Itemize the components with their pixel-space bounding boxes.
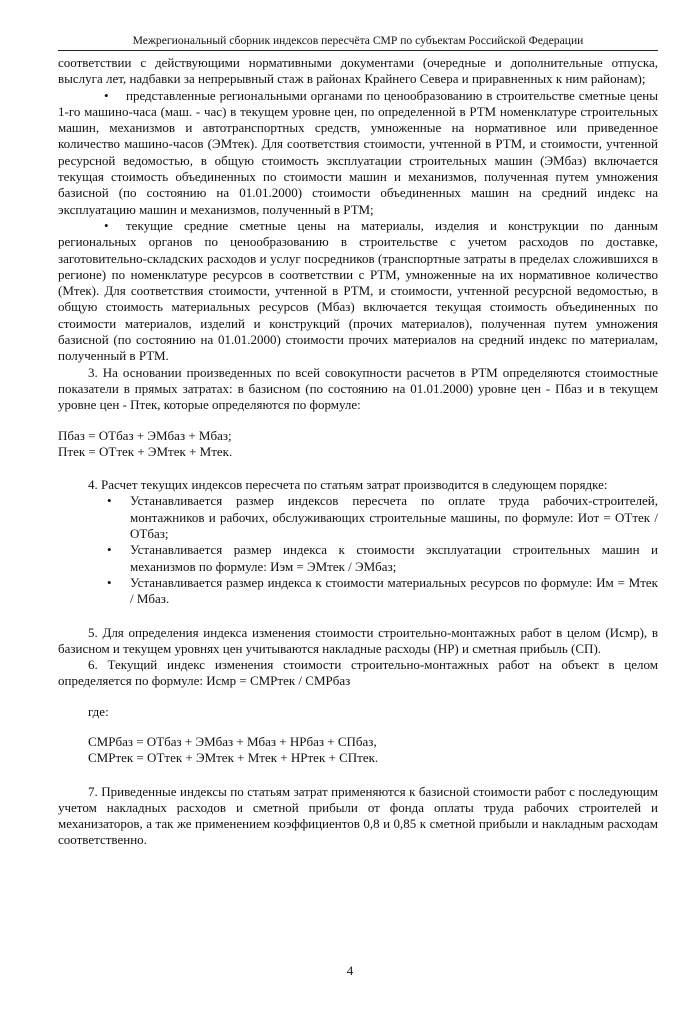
formula-p-current: Птек = ОТтек + ЭМтек + Мтек.: [58, 443, 233, 459]
where-label: где:: [88, 703, 109, 719]
bullet-icon: •: [107, 493, 112, 509]
running-header: Межрегиональный сборник индексов пересчёта СМР по субъектам Российской Федерации: [132, 34, 584, 47]
paragraph-continuation: соответствии с действующими нормативными документами (очередные и дополнительные отпуска, выслуга лет, надбавки за непрерывный стаж в районах Крайнего Севера и приравненных к ним районам);: [58, 55, 658, 87]
list-item: • Устанавливается размер индекса к стоимости материальных ресурсов по формуле: Им = Мтек / Мбаз.: [107, 574, 658, 607]
paragraph-5: 5. Для определения индекса изменения стоимости строительно-монтажных работ в целом (Исмр), в базисном и текущем уровнях цен учитываются накладные расходы (НР) и сметная прибыль (СП).: [58, 624, 658, 656]
bullet-icon: •: [104, 217, 109, 233]
list-item: • Устанавливается размер индексов пересчета по оплате труда рабочих-строителей, монтажников и рабочих, обслуживающих строительные машины, по формуле: Иот = ОТтек / ОТбаз;: [107, 493, 658, 542]
bullet-icon: •: [107, 542, 112, 558]
paragraph-4: 4. Расчет текущих индексов пересчета по статьям затрат производится в следующем порядке:: [88, 477, 608, 493]
formula-smr-base: СМРбаз = ОТбаз + ЭМбаз + Мбаз + НРбаз + СПбаз,: [88, 733, 377, 749]
paragraph-bullet-materials-text: текущие средние сметные цены на материалы, изделия и конструкции по данным региональных органов по ценообразованию в строительстве с учетом расходов по доставке, заготовительно-складских расходов и услуг посредников (транспортные затраты в пределах сложившихся в регионе) по номенклатуре ресурсов в соответствии с РТМ, умноженные на их нормативное количество (Мтек). Для соответствия стоимости, учтенной в РТМ, и стоимости, учтенной ресурсной ведомостью, в общую стоимость материальных ресурсов (Мбаз) включается текущая стоимость объединенных по стоимости материалов, изделий и конструкций (прочих материалов), полученная путем умножения базисной (по состоянию на 01.01.2000) стоимости прочих материалов на средний индекс по материалам, полученный в РТМ.: [58, 217, 658, 364]
list-item: • Устанавливается размер индекса к стоимости эксплуатации строительных машин и механизмов по формуле: Иэм = ЭМтек / ЭМбаз;: [107, 542, 658, 574]
formula-smr-current: СМРтек = ОТтек + ЭМтек + Мтек + НРтек + СПтек.: [88, 750, 379, 766]
bullet-icon: •: [104, 87, 109, 103]
page-number: 4: [346, 963, 354, 978]
paragraph-6: 6. Текущий индекс изменения стоимости строительно-монтажных работ на объект в целом определяется по формуле: Исмр = СМРтек / СМРбаз: [58, 657, 658, 689]
paragraph-bullet-machines-text: представленные региональными органами по ценообразованию в строительстве сметные цены 1-го машино-часа (маш. - час) в текущем уровне цен, по определенной в РТМ номенклатуре строительных машин, механизмов и автотранспортных средств, умноженные на нормативное или приведенное количество машино-часов (ЭМтек). Для соответствия стоимости, учтенной в РТМ, и стоимости, учтенной ресурсной ведомостью, в общую стоимость эксплуатации строительных машин (ЭМбаз) включается текущая стоимость объединенных по стоимости машин и механизмов, полученная путем умножения базисной (по состоянию на 01.01.2000) стоимости объединенных машин на средний индекс на эксплуатацию машин и механизмов, полученный в РТМ;: [58, 87, 658, 217]
paragraph-bullet-materials: [58, 218, 658, 365]
document-body: [58, 55, 658, 849]
formula-p-base: Пбаз = ОТбаз + ЭМбаз + Мбаз;: [58, 427, 232, 443]
bullet-icon: •: [107, 574, 112, 590]
header-rule: [58, 50, 658, 51]
paragraph-3: 3. На основании произведенных по всей совокупности расчетов в РТМ определяются стоимостные показатели в прямых затратах: в базисном (по состоянию на 01.01.2000) уровне цен - Пбаз и в текущем уровне цен - Птек, которые определяются по формуле:: [58, 364, 658, 413]
paragraph-7: 7. Приведенные индексы по статьям затрат применяются к базисной стоимости работ с последующим учетом накладных расходов и сметной прибыли от фонда оплаты труда рабочих строителей и механизаторов, а так же применением коэффициентов 0,8 и 0,85 к сметной прибыли и накладным расходам соответственно.: [58, 783, 658, 848]
index-list: [58, 493, 658, 607]
paragraph-bullet-machines: [58, 88, 658, 218]
